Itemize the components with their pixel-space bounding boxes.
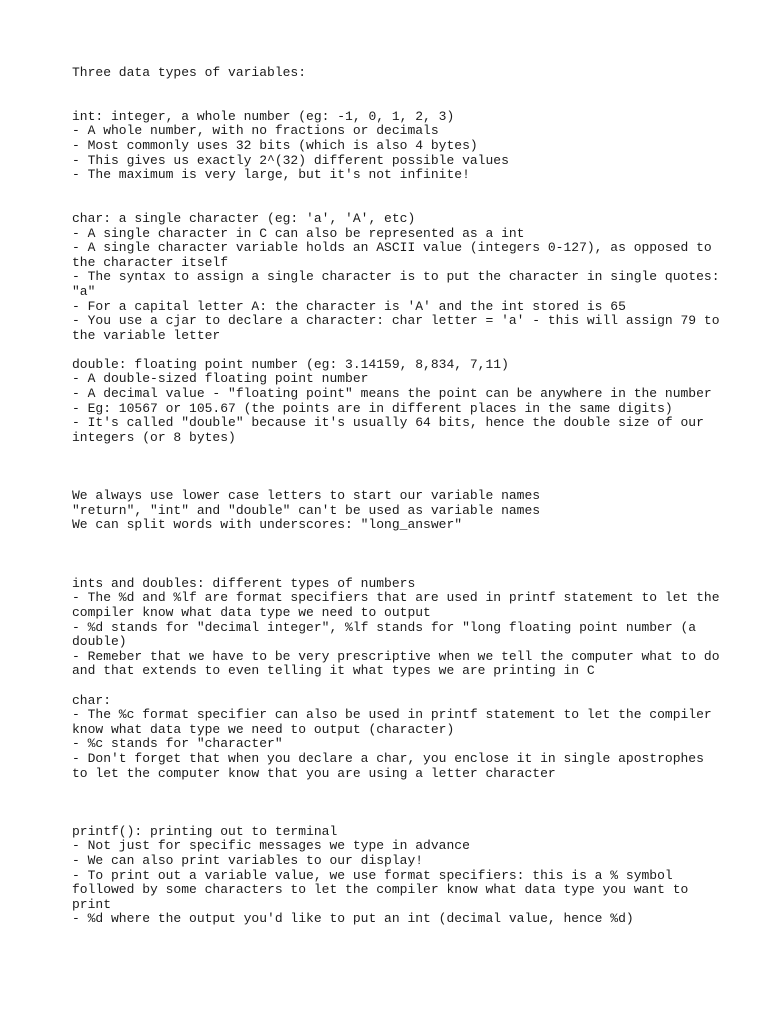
- text-line: "return", "int" and "double" can't be used as variable names: [72, 502, 541, 518]
- text-line: [72, 460, 712, 475]
- text-line: - A single character variable holds an ASCII value (integers 0-127), as opposed to: [72, 240, 712, 256]
- text-line: - A double-sized floating point number: [72, 371, 369, 387]
- text-line: integers (or 8 bytes): [72, 429, 236, 445]
- text-line: [72, 679, 712, 694]
- text-line: [72, 197, 712, 212]
- text-line: - A whole number, with no fractions or decimals: [72, 123, 439, 139]
- text-line: - Eg: 10567 or 105.67 (the points are in different places in the same digits): [72, 400, 673, 416]
- text-line: We always use lower case letters to start our variable names: [72, 488, 541, 504]
- text-line: - Don't forget that when you declare a char, you enclose it in single apostrophes: [72, 750, 704, 766]
- text-line: [72, 781, 712, 796]
- text-line: [72, 95, 712, 110]
- text-line: [72, 796, 712, 811]
- text-line: know what data type we need to output (character): [72, 721, 455, 737]
- text-line: - %d where the output you'd like to put an int (decimal value, hence %d): [72, 911, 634, 927]
- text-line: - A decimal value - "floating point" means the point can be anywhere in the number: [72, 386, 712, 402]
- text-line: [72, 343, 712, 358]
- text-line: the variable letter: [72, 327, 221, 343]
- text-line: [72, 445, 712, 460]
- text-line: - This gives us exactly 2^(32) different possible values: [72, 152, 509, 168]
- text-line: [72, 533, 712, 548]
- text-line: - Not just for specific messages we type in advance: [72, 838, 470, 854]
- text-line: - Most commonly uses 32 bits (which is also 4 bytes): [72, 137, 478, 153]
- text-line: [72, 810, 712, 825]
- text-line: double): [72, 634, 127, 650]
- text-line: - For a capital letter A: the character is 'A' and the int stored is 65: [72, 298, 626, 314]
- text-line: [72, 562, 712, 577]
- text-line: ints and doubles: different types of numbers: [72, 575, 416, 591]
- text-line: - The %c format specifier can also be used in printf statement to let the compiler: [72, 707, 712, 723]
- text-line: print: [72, 896, 112, 912]
- text-line: Three data types of variables:: [72, 65, 307, 80]
- text-line: int: integer, a whole number (eg: -1, 0, 1, 2, 3): [72, 108, 455, 124]
- text-line: - %c stands for "character": [72, 736, 283, 752]
- text-line: [72, 548, 712, 563]
- text-line: char:: [72, 692, 112, 708]
- text-line: - It's called "double" because it's usually 64 bits, hence the double size of our: [72, 415, 704, 431]
- text-line: - %d stands for "decimal integer", %lf stands for "long floating point number (a: [72, 619, 697, 635]
- text-line: to let the computer know that you are using a letter character: [72, 765, 556, 781]
- text-line: followed by some characters to let the compiler know what data type you want to: [72, 882, 689, 898]
- text-line: - You use a cjar to declare a character: char letter = 'a' - this will assign 79 to: [72, 313, 720, 329]
- text-line: - We can also print variables to our display!: [72, 853, 424, 869]
- text-line: the character itself: [72, 254, 229, 270]
- text-line: compiler know what data type we need to output: [72, 604, 431, 620]
- text-line: [72, 475, 712, 490]
- text-line: - The maximum is very large, but it's not infinite!: [72, 167, 470, 183]
- text-line: We can split words with underscores: "long_answer": [72, 517, 463, 533]
- text-line: - Remeber that we have to be very prescriptive when we tell the computer what to do: [72, 648, 720, 664]
- text-line: char: a single character (eg: 'a', 'A', etc): [72, 210, 416, 226]
- text-line: printf(): printing out to terminal: [72, 823, 338, 839]
- text-line: [72, 183, 712, 198]
- document-page: [72, 65, 720, 927]
- text-line: - A single character in C can also be represented as a int: [72, 225, 525, 241]
- text-line: "a": [72, 283, 96, 299]
- text-line: double: floating point number (eg: 3.14159, 8,834, 7,11): [72, 356, 509, 372]
- text-line: - The %d and %lf are format specifiers that are used in printf statement to let the: [72, 590, 720, 606]
- text-line: - To print out a variable value, we use format specifiers: this is a % symbol: [72, 867, 673, 883]
- text-line: - The syntax to assign a single character is to put the character in single quotes:: [72, 269, 720, 285]
- text-line: and that extends to even telling it what types we are printing in C: [72, 663, 595, 679]
- text-line: [72, 81, 712, 96]
